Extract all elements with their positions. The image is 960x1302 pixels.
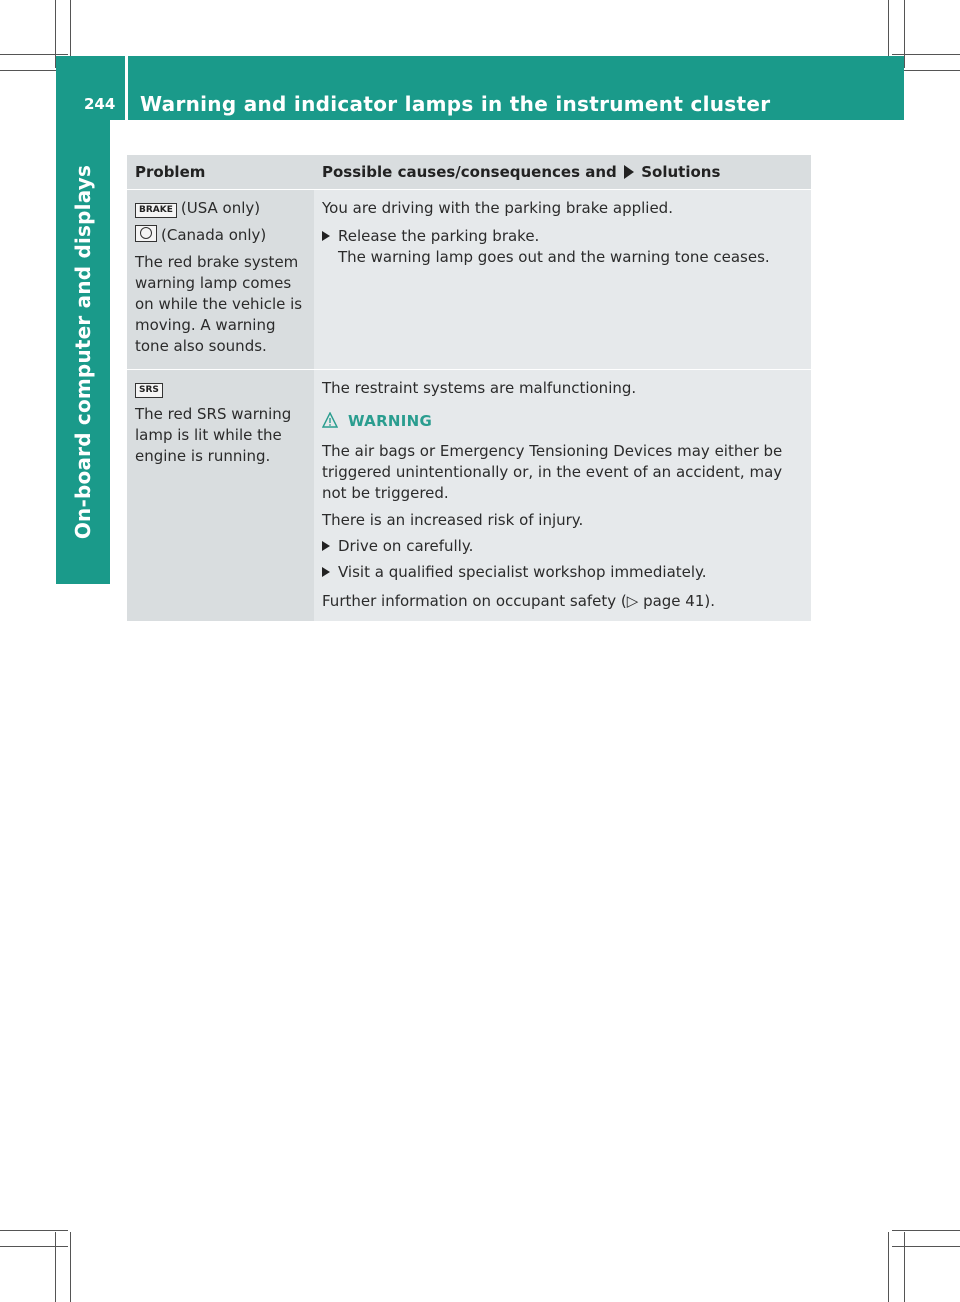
section-tab-label: On-board computer and displays (71, 164, 95, 540)
result-text: The warning lamp goes out and the warning tone ceases. (338, 248, 770, 266)
step-arrow-icon (322, 567, 330, 577)
action-text: Release the parking brake. (338, 227, 540, 245)
further-info-link[interactable]: Further information on occupant safety (▷ page 41). (322, 592, 716, 610)
crop-mark (0, 1230, 68, 1231)
header-divider (125, 56, 128, 120)
column-header-solutions-prefix: Possible causes/consequences and (322, 163, 617, 181)
action-text: Drive on carefully. (338, 537, 474, 555)
symbol-line-usa (135, 198, 311, 219)
problem-description: The red brake system warning lamp comes on while the vehicle is moving. A warning tone also sounds. (135, 253, 303, 355)
column-header-solutions-suffix: Solutions (641, 163, 721, 181)
crop-mark (892, 54, 960, 55)
crop-mark (904, 1232, 905, 1302)
step-arrow-icon (322, 541, 330, 551)
column-header-solutions (322, 155, 720, 189)
problem-cell (127, 370, 314, 621)
brake-circle-icon (135, 225, 157, 242)
crop-mark (70, 1232, 71, 1302)
warning-heading (322, 411, 806, 432)
page-number: 244 (84, 95, 116, 113)
table-row (127, 369, 811, 621)
solution-cell (314, 190, 811, 370)
symbol-line-srs (135, 378, 311, 399)
arrow-right-icon (624, 165, 634, 179)
crop-mark (888, 1232, 889, 1302)
solution-cell (314, 370, 811, 621)
page-title: Warning and indicator lamps in the instrument cluster (140, 92, 771, 116)
action-step (322, 536, 806, 557)
cause-text: You are driving with the parking brake applied. (322, 199, 673, 217)
action-text: Visit a qualified specialist workshop immediately. (338, 563, 707, 581)
warning-lamp-table (127, 155, 811, 620)
problem-cell (127, 190, 314, 370)
usa-only-note: (USA only) (180, 199, 261, 217)
symbol-line-canada (135, 225, 311, 246)
canada-only-note: (Canada only) (161, 226, 267, 244)
table-row (127, 189, 811, 370)
warning-triangle-icon (322, 412, 338, 428)
risk-text: There is an increased risk of injury. (322, 511, 584, 529)
crop-mark (55, 1232, 56, 1302)
warning-label: WARNING (348, 412, 433, 430)
table-header (127, 155, 811, 189)
problem-description: The red SRS warning lamp is lit while the engine is running. (135, 405, 292, 465)
action-step (322, 562, 806, 583)
step-arrow-icon (322, 231, 330, 241)
brake-lamp-icon: BRAKE (135, 203, 177, 218)
crop-mark (892, 1246, 960, 1247)
column-header-problem: Problem (135, 163, 206, 181)
warning-text: The air bags or Emergency Tensioning Devices may either be triggered unintentionally or, in the event of an accident, may not be triggered. (322, 442, 783, 502)
crop-mark (892, 1230, 960, 1231)
srs-lamp-icon: SRS (135, 383, 163, 398)
crop-mark (0, 1246, 68, 1247)
crop-mark (904, 0, 905, 68)
cause-text: The restraint systems are malfunctioning. (322, 379, 637, 397)
crop-mark (0, 54, 68, 55)
action-step (322, 226, 806, 247)
